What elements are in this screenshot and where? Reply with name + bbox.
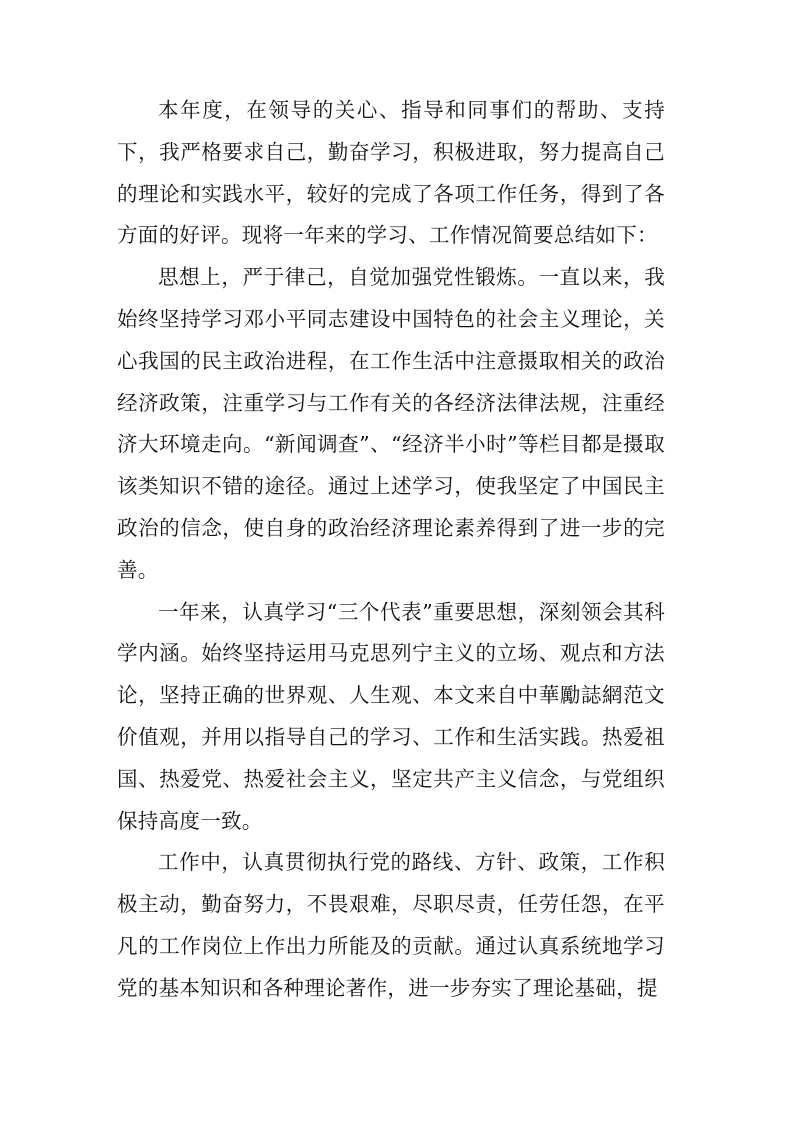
paragraph-work: 工作中，认真贯彻执行党的路线、方针、政策，工作积极主动，勤奋努力，不畏艰难，尽职尽责，任劳任怨，在平凡的工作岗位上作出力所能及的贡献。通过认真系统地学习党的基本知识和各种理论著作，进一步夯实了理论基础，提: [117, 850, 665, 1000]
document-body: [117, 90, 665, 1010]
paragraph-intro: 本年度，在领导的关心、指导和同事们的帮助、支持下，我严格要求自己，勤奋学习，积极进取，努力提高自己的理论和实践水平，较好的完成了各项工作任务，得到了各方面的好评。现将一年来的学习、工作情况简要总结如下：: [117, 98, 665, 248]
paragraph-study: 一年来，认真学习“三个代表”重要思想，深刻领会其科学内涵。始终坚持运用马克思列宁主义的立场、观点和方法论，坚持正确的世界观、人生观、本文来自中華勵誌網范文价值观，并用以指导自己的学习、工作和生活实践。热爱祖国、热爱党、热爱社会主义，坚定共产主义信念，与党组织保持高度一致。: [117, 599, 665, 833]
paragraph-ideology: 思想上，严于律己，自觉加强党性锻炼。一直以来，我始终坚持学习邓小平同志建设中国特色的社会主义理论，关心我国的民主政治进程，在工作生活中注意摄取相关的政治经济政策，注重学习与工作有关的各经济法律法规，注重经济大环境走向。“新闻调查”、“经济半小时”等栏目都是摄取该类知识不错的途径。通过上述学习，使我坚定了中国民主政治的信念，使自身的政治经济理论素养得到了进一步的完善。: [117, 265, 665, 582]
